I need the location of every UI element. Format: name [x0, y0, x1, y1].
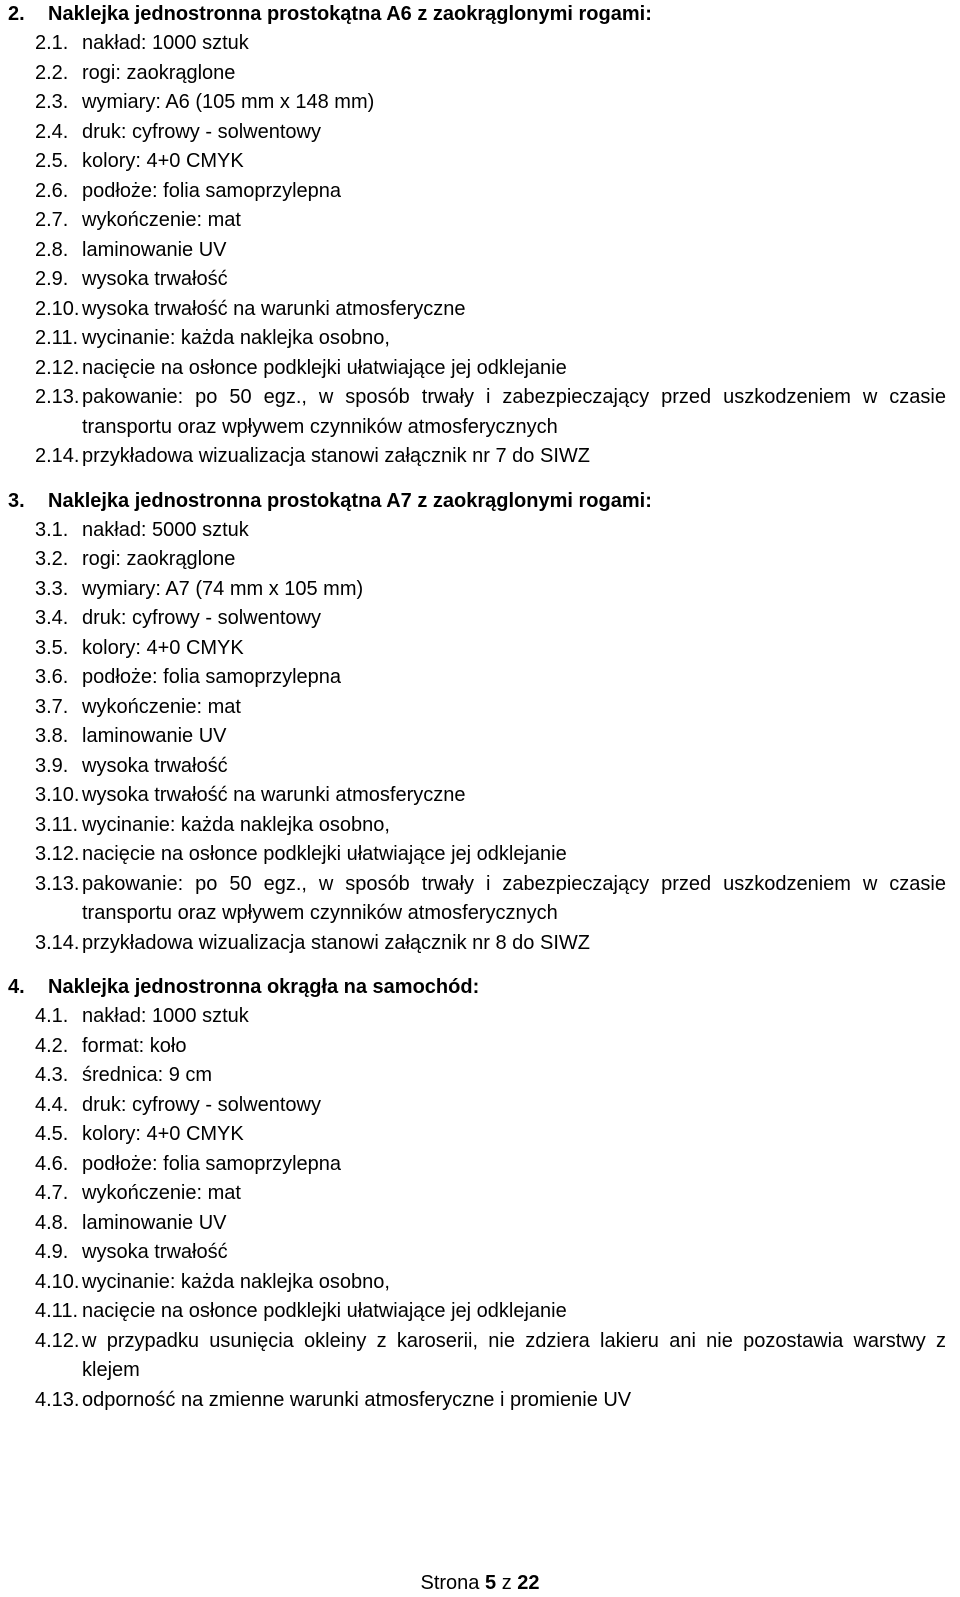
- item-text: format: koło: [82, 1034, 187, 1057]
- item-text: wysoka trwałość na warunki atmosferyczne: [82, 297, 466, 320]
- spec-list-item: [0, 1120, 960, 1150]
- item-text: średnica: 9 cm: [82, 1064, 213, 1086]
- item-text: nacięcie na osłonce podklejki ułatwiające jej odklejanie: [82, 1300, 567, 1322]
- spec-list-item: [0, 1002, 960, 1032]
- item-number: 2.7.: [35, 209, 69, 231]
- footer-separator: z: [501, 1572, 512, 1594]
- spec-list-item: [0, 1268, 960, 1298]
- item-number: 3.3.: [35, 577, 69, 600]
- item-number: 2.4.: [35, 120, 69, 143]
- item-number: 4.4.: [35, 1093, 69, 1116]
- item-number: 2.3.: [35, 91, 69, 113]
- item-text: laminowanie UV: [82, 1211, 227, 1234]
- item-text: wykończenie: mat: [82, 1182, 241, 1204]
- item-number: 2.1.: [35, 32, 69, 54]
- item-number: 3.7.: [35, 695, 69, 718]
- item-text: wysoka trwałość: [82, 1241, 228, 1263]
- spec-list-item: [0, 693, 960, 723]
- spec-list: [0, 1002, 960, 1415]
- section-number: 2.: [8, 3, 25, 25]
- item-number: 4.9.: [35, 1241, 69, 1263]
- spec-list-item: [0, 722, 960, 752]
- section-heading: [0, 487, 960, 516]
- spec-list-item: [0, 545, 960, 575]
- item-number: 3.2.: [35, 548, 69, 570]
- spec-list-item: [0, 840, 960, 870]
- item-number: 3.10.: [35, 784, 80, 806]
- page-footer: [0, 1570, 960, 1596]
- item-number: 3.13.: [35, 872, 80, 895]
- item-text: nakład: 1000 sztuk: [82, 1005, 249, 1027]
- spec-list-item: [0, 1091, 960, 1121]
- spec-list-item: [0, 118, 960, 148]
- spec-list-item: [0, 1209, 960, 1239]
- item-number: 4.1.: [35, 1005, 69, 1027]
- item-number: 3.11.: [35, 813, 78, 836]
- spec-list-item: [0, 870, 960, 929]
- spec-section: [0, 487, 960, 959]
- item-number: 3.4.: [35, 607, 69, 629]
- section-number: 3.: [8, 489, 25, 512]
- item-number: 2.13.: [35, 386, 80, 408]
- item-number: 3.12.: [35, 843, 80, 865]
- section-heading: [0, 0, 960, 29]
- item-number: 3.1.: [35, 518, 69, 541]
- spec-list-item: [0, 147, 960, 177]
- item-text: wykończenie: mat: [82, 695, 241, 718]
- spec-list-item: [0, 59, 960, 89]
- spec-list-item: [0, 781, 960, 811]
- item-text: wysoka trwałość: [82, 268, 228, 290]
- item-text: odporność na zmienne warunki atmosferyczne i promienie UV: [82, 1388, 632, 1411]
- spec-list-item: [0, 634, 960, 664]
- item-text: przykładowa wizualizacja stanowi załącznik nr 8 do SIWZ: [82, 931, 590, 954]
- spec-list-item: [0, 29, 960, 59]
- item-number: 4.6.: [35, 1152, 69, 1175]
- item-number: 4.10.: [35, 1270, 80, 1293]
- item-number: 2.9.: [35, 268, 69, 290]
- item-number: 2.10.: [35, 297, 80, 320]
- spec-list-item: [0, 1179, 960, 1209]
- item-number: 4.3.: [35, 1064, 69, 1086]
- item-text: wysoka trwałość na warunki atmosferyczne: [82, 784, 466, 806]
- section-spacer: [0, 472, 960, 487]
- section-spacer: [0, 958, 960, 973]
- spec-list-item: [0, 604, 960, 634]
- item-text: pakowanie: po 50 egz., w sposób trwały i zabezpieczający przed uszkodzeniem w czasie transportu oraz wpływem czynników atmosferycznych: [82, 872, 946, 924]
- spec-list-item: [0, 1238, 960, 1268]
- item-number: 3.6.: [35, 666, 69, 688]
- spec-list-item: [0, 752, 960, 782]
- item-text: wycinanie: każda naklejka osobno,: [82, 327, 390, 349]
- footer-prefix: Strona: [420, 1572, 480, 1594]
- spec-list-item: [0, 324, 960, 354]
- spec-list-item: [0, 206, 960, 236]
- item-text: nacięcie na osłonce podklejki ułatwiające jej odklejanie: [82, 843, 567, 865]
- item-number: 2.2.: [35, 61, 69, 84]
- spec-list-item: [0, 265, 960, 295]
- section-heading: [0, 973, 960, 1002]
- item-text: wykończenie: mat: [82, 209, 241, 231]
- spec-list-item: [0, 516, 960, 546]
- item-text: laminowanie UV: [82, 725, 227, 747]
- spec-list-item: [0, 1297, 960, 1327]
- spec-list-item: [0, 1327, 960, 1386]
- item-text: kolory: 4+0 CMYK: [82, 150, 244, 172]
- item-number: 3.9.: [35, 754, 69, 777]
- spec-list-item: [0, 88, 960, 118]
- item-number: 2.6.: [35, 179, 69, 202]
- item-text: pakowanie: po 50 egz., w sposób trwały i zabezpieczający przed uszkodzeniem w czasie transportu oraz wpływem czynników atmosferycznych: [82, 386, 946, 438]
- spec-list-item: [0, 442, 960, 472]
- item-text: druk: cyfrowy - solwentowy: [82, 120, 321, 143]
- item-text: druk: cyfrowy - solwentowy: [82, 1093, 321, 1116]
- item-number: 4.13.: [35, 1388, 80, 1411]
- footer-page-number: 5: [485, 1572, 497, 1594]
- item-text: kolory: 4+0 CMYK: [82, 1123, 244, 1145]
- item-number: 4.11.: [35, 1300, 78, 1322]
- item-number: 2.14.: [35, 445, 80, 467]
- item-text: druk: cyfrowy - solwentowy: [82, 607, 321, 629]
- item-text: podłoże: folia samoprzylepna: [82, 1152, 342, 1175]
- spec-list: [0, 29, 960, 472]
- spec-list: [0, 516, 960, 959]
- spec-list-item: [0, 1061, 960, 1091]
- section-title: Naklejka jednostronna okrągła na samochód:: [48, 976, 480, 998]
- item-number: 2.8.: [35, 238, 69, 261]
- item-number: 2.12.: [35, 356, 80, 379]
- spec-section: [0, 973, 960, 1415]
- spec-list-item: [0, 1032, 960, 1062]
- item-text: rogi: zaokrąglone: [82, 548, 236, 570]
- item-text: wysoka trwałość: [82, 754, 228, 777]
- item-text: nakład: 1000 sztuk: [82, 32, 249, 54]
- item-text: przykładowa wizualizacja stanowi załącznik nr 7 do SIWZ: [82, 445, 590, 467]
- item-number: 4.2.: [35, 1034, 69, 1057]
- section-number: 4.: [8, 976, 25, 998]
- spec-list-item: [0, 575, 960, 605]
- item-text: wymiary: A6 (105 mm x 148 mm): [82, 91, 375, 113]
- item-number: 3.8.: [35, 725, 69, 747]
- item-text: wymiary: A7 (74 mm x 105 mm): [82, 577, 364, 600]
- spec-list-item: [0, 929, 960, 959]
- item-text: w przypadku usunięcia okleiny z karoserii, nie zdziera lakieru ani nie pozostawia warstwy z klejem: [82, 1329, 946, 1381]
- spec-list-item: [0, 383, 960, 442]
- section-title: Naklejka jednostronna prostokątna A6 z zaokrąglonymi rogami:: [48, 3, 652, 25]
- item-text: rogi: zaokrąglone: [82, 61, 236, 84]
- spec-section: [0, 0, 960, 472]
- item-text: laminowanie UV: [82, 238, 227, 261]
- item-number: 4.5.: [35, 1123, 69, 1145]
- item-number: 2.5.: [35, 150, 69, 172]
- spec-list-item: [0, 354, 960, 384]
- item-text: wycinanie: każda naklejka osobno,: [82, 1270, 390, 1293]
- spec-list-item: [0, 663, 960, 693]
- item-text: kolory: 4+0 CMYK: [82, 636, 244, 659]
- item-text: podłoże: folia samoprzylepna: [82, 666, 342, 688]
- item-number: 4.12.: [35, 1329, 80, 1352]
- spec-list-item: [0, 811, 960, 841]
- item-number: 4.7.: [35, 1182, 69, 1204]
- item-text: wycinanie: każda naklejka osobno,: [82, 813, 390, 836]
- item-number: 3.5.: [35, 636, 69, 659]
- item-number: 3.14.: [35, 931, 80, 954]
- spec-list-item: [0, 177, 960, 207]
- item-text: podłoże: folia samoprzylepna: [82, 179, 342, 202]
- spec-list-item: [0, 1386, 960, 1416]
- item-text: nacięcie na osłonce podklejki ułatwiające jej odklejanie: [82, 356, 567, 379]
- item-number: 2.11.: [35, 327, 78, 349]
- spec-list-item: [0, 295, 960, 325]
- spec-list-item: [0, 1150, 960, 1180]
- footer-total-pages: 22: [517, 1572, 540, 1594]
- item-number: 4.8.: [35, 1211, 69, 1234]
- section-title: Naklejka jednostronna prostokątna A7 z zaokrąglonymi rogami:: [48, 489, 652, 512]
- spec-list-item: [0, 236, 960, 266]
- item-text: nakład: 5000 sztuk: [82, 518, 249, 541]
